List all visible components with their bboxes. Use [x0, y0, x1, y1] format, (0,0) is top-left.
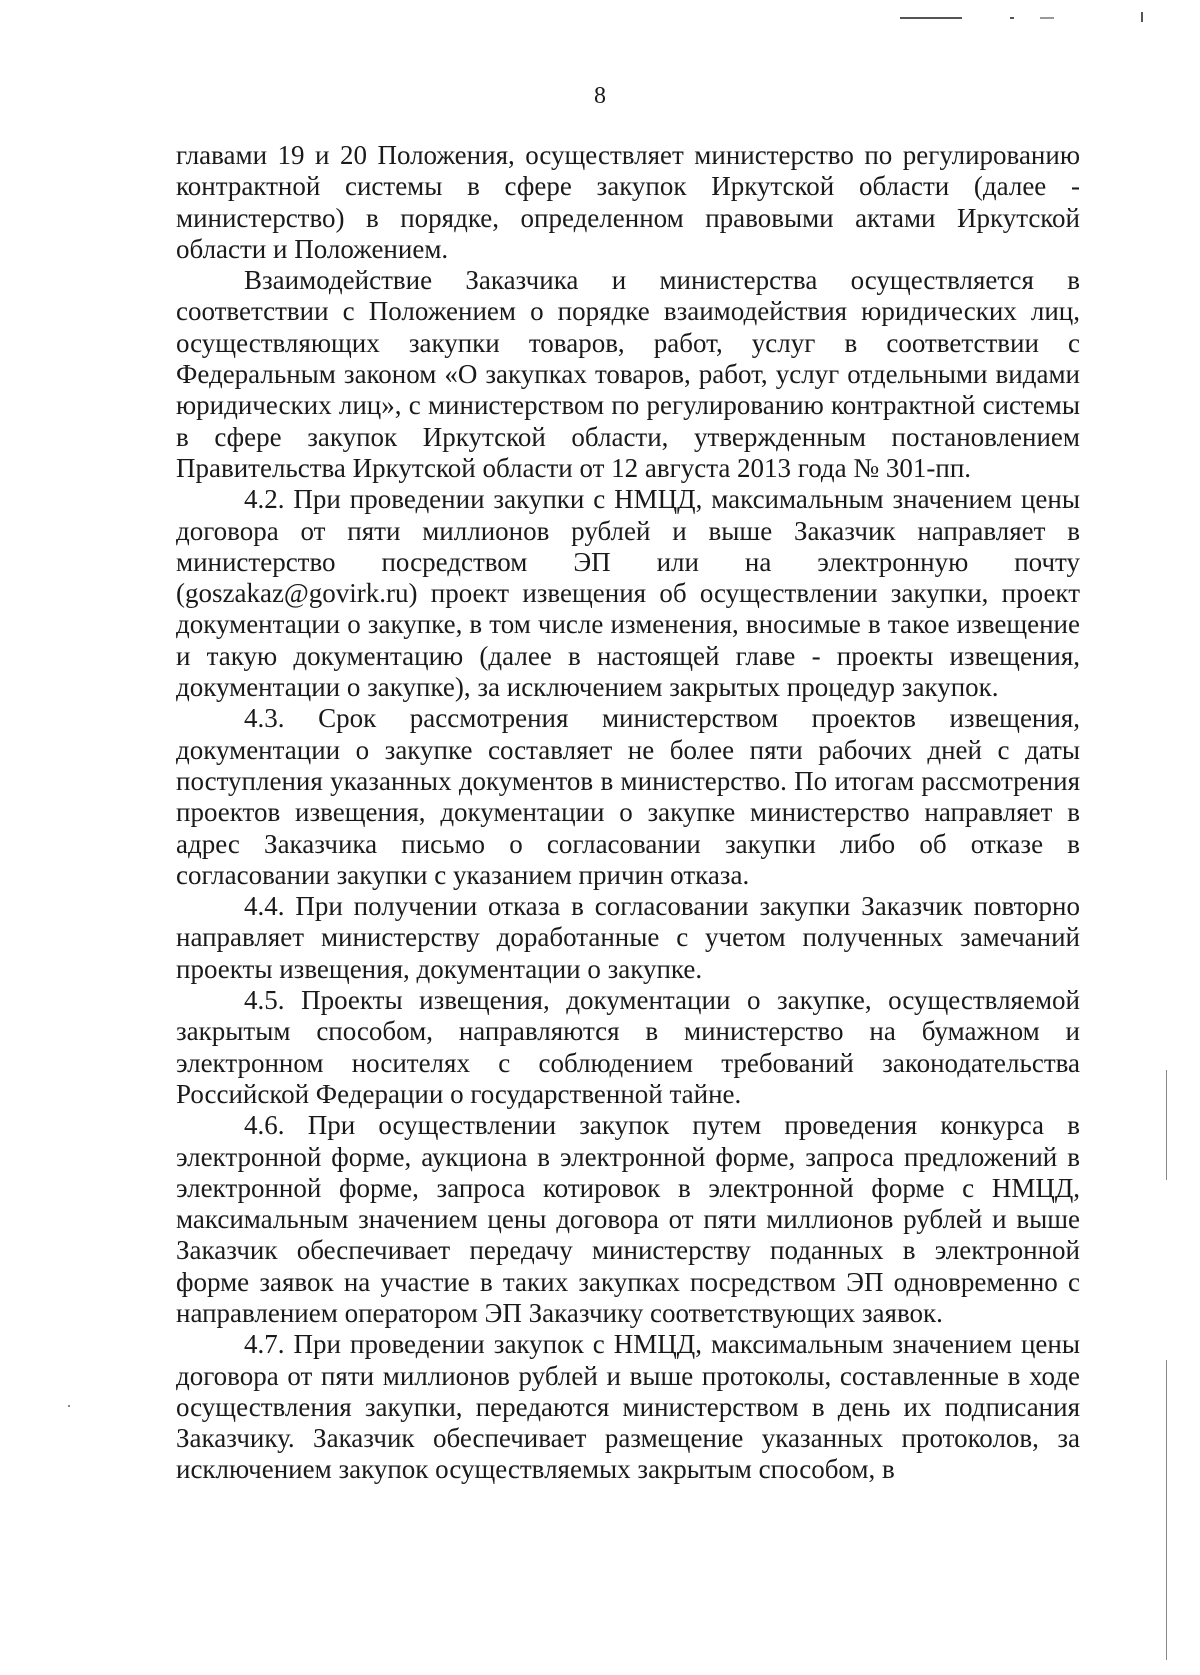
scan-artifact-dot: [68, 1405, 70, 1407]
scan-edge-line: [1166, 1070, 1167, 1180]
paragraph-4-6: 4.6. При осуществлении закупок путем проведения конкурса в электронной форме, аукциона в электронной форме, запроса предложений в электронной форме, запроса котировок в электронной форме с НМЦД, максимальным значением цены договора от пяти миллионов рублей и выше Заказчик обеспечивает передачу министерству поданных в электронной форме заявок на участие в таких закупках посредством ЭП одновременно с направлением оператором ЭП Заказчику соответствующих заявок.: [176, 1110, 1080, 1328]
scan-artifact-mark: [1040, 17, 1054, 19]
paragraph-4-3: 4.3. Срок рассмотрения министерством проектов извещения, документации о закупке составляет не более пяти рабочих дней с даты поступления указанных документов в министерство. По итогам рассмотрения проектов извещения, документации о закупке министерство направляет в адрес Заказчика письмо о согласовании закупки либо об отказе в согласовании закупки с указанием причин отказа.: [176, 703, 1080, 890]
paragraph-continuation: главами 19 и 20 Положения, осуществляет министерство по регулированию контрактной системы в сфере закупок Иркутской области (далее - министерство) в порядке, определенном правовыми актами Иркутской области и Положением.: [176, 140, 1080, 264]
paragraph-4-7: 4.7. При проведении закупок с НМЦД, максимальным значением цены договора от пяти миллионов рублей и выше протоколы, составленные в ходе осуществления закупки, передаются министерством в день их подписания Заказчику. Заказчик обеспечивает размещение указанных протоколов, за исключением закупок осуществляемых закрытым способом, в: [176, 1329, 1080, 1485]
paragraph-4-5: 4.5. Проекты извещения, документации о закупке, осуществляемой закрытым способом, направляются в министерство на бумажном и электронном носителях с соблюдением требований законодательства Российской Федерации о государственной тайне.: [176, 985, 1080, 1109]
scan-edge-line: [1166, 1360, 1167, 1660]
page-number: 8: [594, 83, 606, 109]
document-body: [176, 140, 1080, 1486]
scan-artifact-mark: [1141, 12, 1143, 22]
scan-artifact-mark: [1010, 17, 1014, 19]
paragraph-4-4: 4.4. При получении отказа в согласовании закупки Заказчик повторно направляет министерству доработанные с учетом полученных замечаний проекты извещения, документации о закупке.: [176, 891, 1080, 984]
scan-artifact-mark: [900, 17, 962, 19]
paragraph-interaction: Взаимодействие Заказчика и министерства осуществляется в соответствии с Положением о порядке взаимодействия юридических лиц, осуществляющих закупки товаров, работ, услуг в соответствии с Федеральным законом «О закупках товаров, работ, услуг отдельными видами юридических лиц», с министерством по регулированию контрактной системы в сфере закупок Иркутской области, утвержденным постановлением Правительства Иркутской области от 12 августа 2013 года № 301-пп.: [176, 265, 1080, 483]
paragraph-4-2: 4.2. При проведении закупки с НМЦД, максимальным значением цены договора от пяти миллионов рублей и выше Заказчик направляет в министерство посредством ЭП или на электронную почту (goszakaz@govirk.ru) проект извещения об осуществлении закупки, проект документации о закупке, в том числе изменения, вносимые в такое извещение и такую документацию (далее в настоящей главе - проекты извещения, документации о закупке), за исключением закрытых процедур закупок.: [176, 484, 1080, 703]
